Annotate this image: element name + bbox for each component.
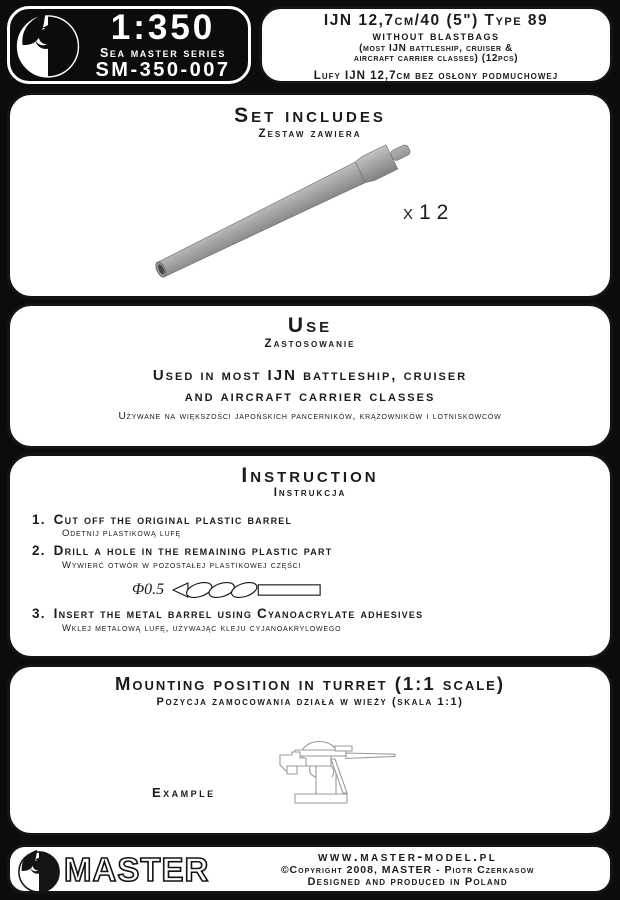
product-classes-line1: (most IJN battleship, cruiser &	[359, 42, 513, 54]
use-subtitle: Zastosowanie	[264, 338, 356, 350]
section-set-includes	[7, 92, 613, 299]
barrel-render	[10, 95, 610, 296]
drill-diameter-label: Φ0.5	[132, 581, 165, 599]
set-includes-subtitle: Zestaw zawiera	[258, 128, 362, 140]
section-mounting-position	[7, 664, 613, 836]
instruction-step-1	[32, 513, 610, 539]
use-body-line1: Used in most IJN battleship, cruiser	[152, 366, 468, 384]
brand-wordmark: MASTER	[64, 850, 210, 888]
produced-line: Designed and produced in Poland	[307, 876, 508, 889]
use-body-line2: and aircraft carrier classes	[184, 387, 436, 405]
step-text-pl: Wywierć otwór w pozostałej plastikowej części	[62, 559, 302, 571]
step-number: 1.	[32, 511, 46, 527]
footer-text	[215, 849, 600, 888]
step-text-pl: Odetnij plastikową lufę	[62, 528, 181, 540]
use-body	[10, 365, 610, 407]
product-code: SM-350-007	[95, 59, 231, 82]
instruction-subtitle: Instrukcja	[273, 487, 347, 499]
instruction-title: Instruction	[241, 464, 379, 487]
set-includes-title: Set includes	[234, 104, 386, 127]
drill-bit-graphic	[172, 578, 322, 602]
step-number: 3.	[32, 606, 46, 622]
section-instruction	[7, 453, 613, 659]
mounting-subtitle: Pozycja zamocowania działa w wieży (skala 1:1)	[156, 695, 464, 708]
brand-panel	[7, 6, 251, 84]
master-logo-icon	[14, 11, 82, 79]
use-title: Use	[287, 314, 333, 337]
footer-panel	[7, 844, 613, 894]
product-title: IJN 12,7cm/40 (5") Type 89	[323, 12, 549, 29]
step-text-pl: Wklej metalową lufę, używając kleju cyjanoakrylowego	[62, 623, 342, 635]
scale-label: 1:350	[110, 7, 216, 47]
instruction-steps	[10, 500, 610, 634]
use-body-polish: Używane na większości japońskich pancerników, krążowników i lotniskowców	[118, 410, 502, 422]
header	[7, 6, 613, 84]
instruction-step-3	[32, 607, 610, 633]
drill-illustration-row	[132, 578, 610, 602]
series-label: Sea master series	[100, 45, 226, 60]
product-subtitle: without blastbags	[372, 28, 500, 44]
step-number: 2.	[32, 542, 46, 558]
section-use	[7, 303, 613, 449]
product-title-panel	[259, 6, 613, 84]
quantity-label: x12	[403, 201, 455, 224]
step-text-en: Insert the metal barrel using Cyanoacrylate adhesives	[53, 606, 424, 622]
product-title-polish: Lufy IJN 12,7cm bez osłony podmuchowej	[313, 69, 559, 82]
footer-logo-icon	[16, 848, 62, 894]
brand-text	[86, 7, 240, 82]
mounting-title: Mounting position in turret (1:1 scale)	[114, 673, 505, 694]
copyright-line: ©Copyright 2008, MASTER - Piotr Czerkasow	[280, 863, 535, 876]
step-text-en: Cut off the original plastic barrel	[53, 511, 293, 527]
step-text-en: Drill a hole in the remaining plastic part	[53, 542, 333, 558]
turret-drawing	[266, 731, 398, 833]
product-classes-line2: aircraft carrier classes) (12pcs)	[353, 53, 519, 65]
website-url: www.master-model.pl	[317, 848, 498, 865]
instruction-step-2	[32, 544, 610, 570]
example-label: Example	[152, 785, 216, 800]
